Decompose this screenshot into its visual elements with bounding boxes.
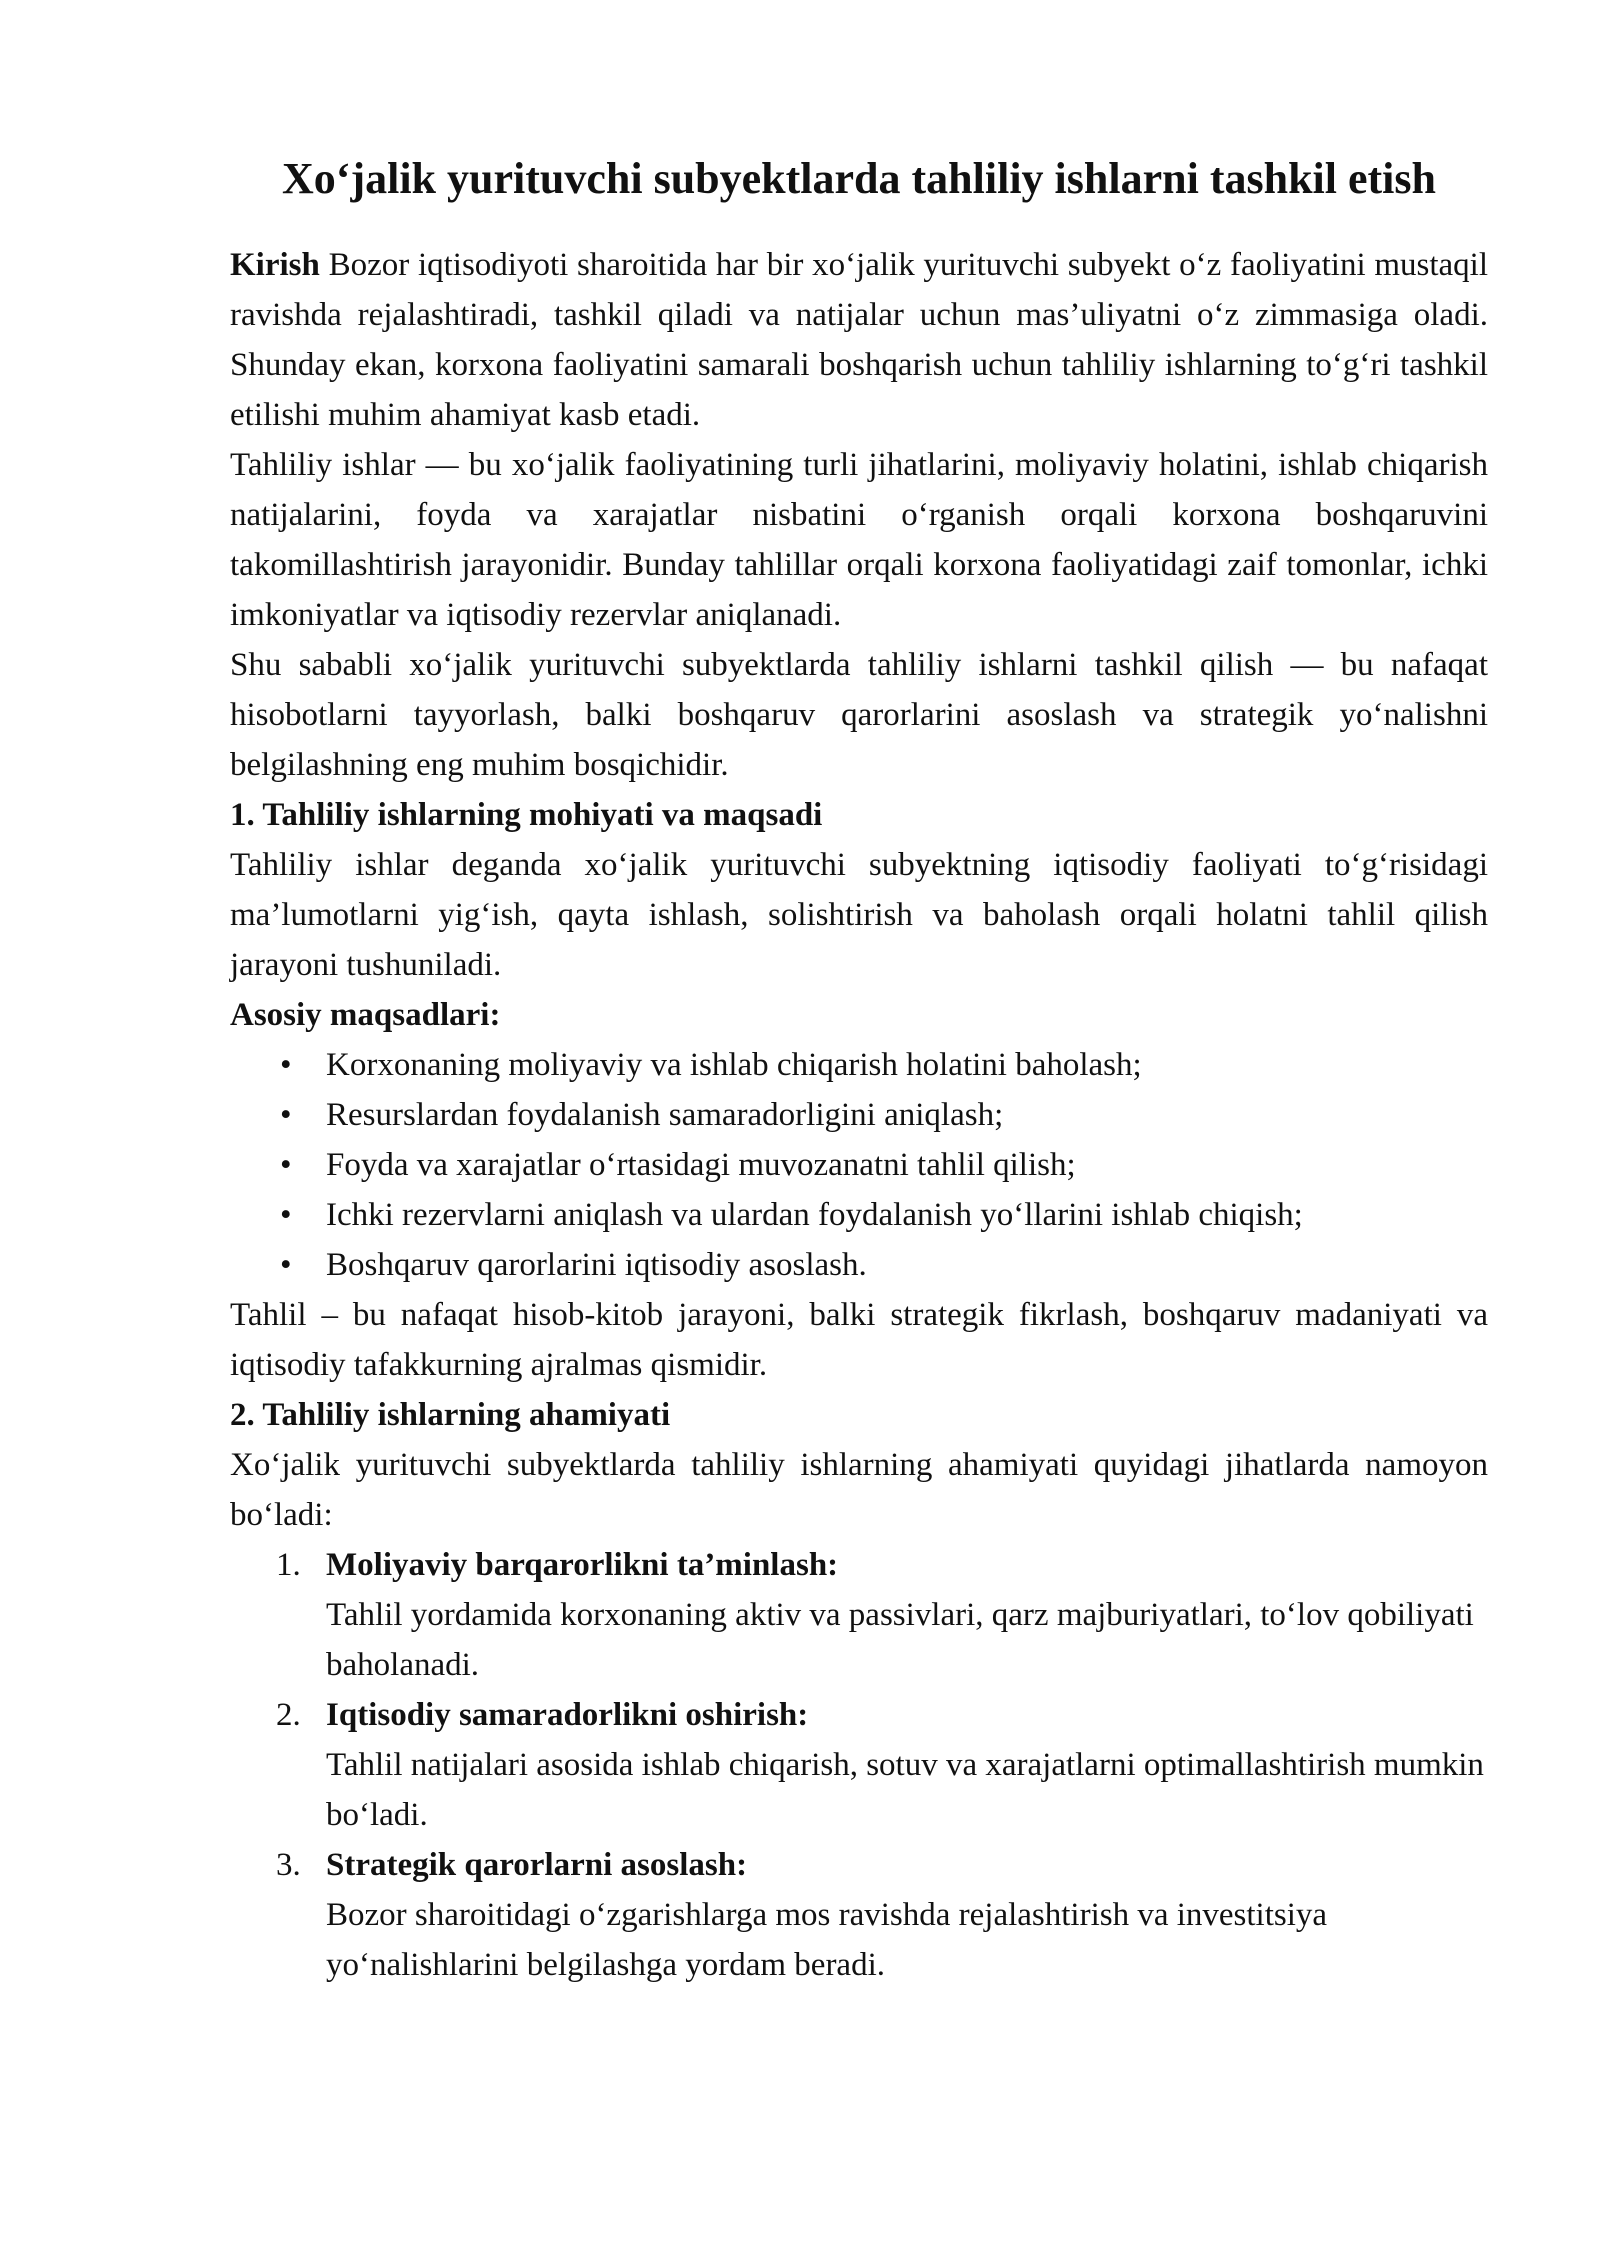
bullet-icon: •	[280, 1147, 292, 1183]
intro-paragraph-2: Tahliliy ishlar — bu xo‘jalik faoliyatining turli jihatlarini, moliyaviy holatini, ishlab chiqarish natijalarini, foyda va xarajatlar nisbatini o‘rganish orqali korxona boshqaruvini takomillashtirish jarayonidir. Bunday tahlillar orqali korxona faoliyatidagi zaif tomonlar, ichki imkoniyatlar va iqtisodiy rezervlar aniqlanadi.	[230, 447, 1488, 633]
goal-text: Foyda va xarajatlar o‘rtasidagi muvozanatni tahlil qilish;	[326, 1147, 1076, 1183]
goal-text: Resurslardan foydalanish samaradorligini aniqlash;	[326, 1097, 1004, 1133]
intro-lead: Kirish	[230, 247, 320, 283]
importance-list	[230, 1540, 1488, 1990]
bullet-icon: •	[280, 1097, 292, 1133]
item-title: Iqtisodiy samaradorlikni oshirish:	[326, 1697, 809, 1733]
intro-paragraph-3: Shu sababli xo‘jalik yurituvchi subyektlarda tahliliy ishlarni tashkil qilish — bu nafaqat hisobotlarni tayyorlash, balki boshqaruv qarorlarini asoslash va strategik yo‘nalishni belgilashning eng muhim bosqichidir.	[230, 647, 1488, 783]
item-number: 1.	[276, 1547, 301, 1583]
list-item	[230, 1540, 1488, 1690]
goal-text: Ichki rezervlarni aniqlash va ulardan foydalanish yo‘llarini ishlab chiqish;	[326, 1197, 1303, 1233]
item-title: Moliyaviy barqarorlikni ta’minlash:	[326, 1547, 839, 1583]
section-1-text: Tahliliy ishlar deganda xo‘jalik yurituvchi subyektning iqtisodiy faoliyati to‘g‘risidagi ma’lumotlarni yig‘ish, qayta ishlash, solishtirish va baholash orqali holatni tahlil qilish jarayoni tushuniladi.	[230, 847, 1488, 983]
list-item	[230, 1140, 1488, 1190]
intro-paragraph	[230, 240, 1488, 440]
document-title: Xo‘jalik yurituvchi subyektlarda tahliliy ishlarni tashkil etish	[282, 154, 1436, 203]
list-item	[230, 1690, 1488, 1840]
section-1-heading: 1. Tahliliy ishlarning mohiyati va maqsadi	[230, 797, 823, 833]
item-number: 2.	[276, 1697, 301, 1733]
goals-heading: Asosiy maqsadlari:	[230, 997, 501, 1033]
document-page	[230, 150, 1488, 1990]
bullet-icon: •	[280, 1047, 292, 1083]
list-item	[230, 1240, 1488, 1290]
list-item	[230, 1090, 1488, 1140]
goals-list	[230, 1040, 1488, 1290]
section-2-text: Xo‘jalik yurituvchi subyektlarda tahliliy ishlarning ahamiyati quyidagi jihatlarda namoyon bo‘ladi:	[230, 1447, 1488, 1533]
section-1-closing: Tahlil – bu nafaqat hisob-kitob jarayoni, balki strategik fikrlash, boshqaruv madaniyati va iqtisodiy tafakkurning ajralmas qismidir.	[230, 1297, 1488, 1383]
list-item	[230, 1040, 1488, 1090]
item-description: Bozor sharoitidagi o‘zgarishlarga mos ravishda rejalashtirish va investitsiya yo‘nalishlarini belgilashga yordam beradi.	[326, 1897, 1328, 1983]
goal-text: Boshqaruv qarorlarini iqtisodiy asoslash.	[326, 1247, 867, 1283]
item-title: Strategik qarorlarni asoslash:	[326, 1847, 748, 1883]
item-number: 3.	[276, 1847, 301, 1883]
list-item	[230, 1190, 1488, 1240]
bullet-icon: •	[280, 1197, 292, 1233]
goal-text: Korxonaning moliyaviy va ishlab chiqarish holatini baholash;	[326, 1047, 1142, 1083]
item-description: Tahlil natijalari asosida ishlab chiqarish, sotuv va xarajatlarni optimallashtirish mumkin bo‘ladi.	[326, 1747, 1484, 1833]
intro-text: Bozor iqtisodiyoti sharoitida har bir xo‘jalik yurituvchi subyekt o‘z faoliyatini mustaqil ravishda rejalashtiradi, tashkil qiladi va natijalar uchun mas’uliyatni o‘z zimmasiga oladi. Shunday ekan, korxona faoliyatini samarali boshqarish uchun tahliliy ishlarning to‘g‘ri tashkil etilishi muhim ahamiyat kasb etadi.	[230, 247, 1488, 433]
item-description: Tahlil yordamida korxonaning aktiv va passivlari, qarz majburiyatlari, to‘lov qobiliyati baholanadi.	[326, 1597, 1474, 1683]
bullet-icon: •	[280, 1247, 292, 1283]
list-item	[230, 1840, 1488, 1990]
section-2-heading: 2. Tahliliy ishlarning ahamiyati	[230, 1397, 671, 1433]
